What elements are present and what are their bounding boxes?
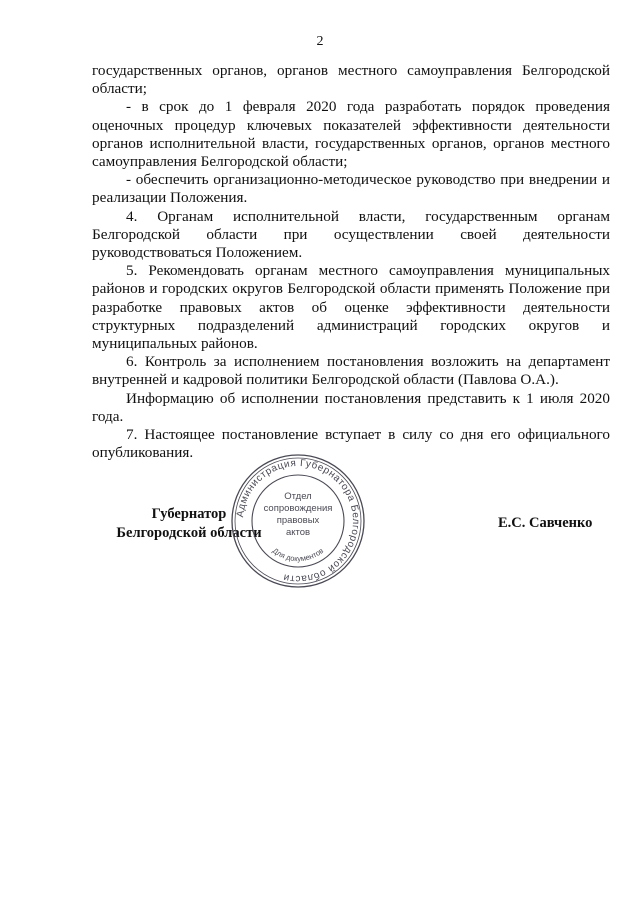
signatory-region: Белгородской области <box>116 525 262 541</box>
paragraph: 7. Настоящее постановление вступает в силу со дня его официального опубликования. <box>92 426 610 462</box>
paragraph: государственных органов, органов местного самоуправления Белгородской области; <box>92 62 610 98</box>
page-number: 2 <box>316 34 324 49</box>
paragraph: 6. Контроль за исполнением постановления возложить на департамент внутренней и кадровой политики Белгородской области (Павлова О.А.). <box>92 353 610 389</box>
signatory-name: Е.С. Савченко <box>498 515 593 531</box>
signatory-title: Губернатор <box>151 506 227 522</box>
stamp-ring-text: Администрация Губернатора Белгородской области <box>235 457 362 585</box>
official-stamp <box>229 452 367 590</box>
paragraph: Информацию об исполнении постановления представить к 1 июля 2020 года. <box>92 389 610 425</box>
stamp-inner-line: Отдел <box>284 491 312 502</box>
stamp-inner-line: актов <box>285 527 311 538</box>
paragraph: - в срок до 1 февраля 2020 года разработать порядок проведения оценочных процедур ключевых показателей эффективности деятельности органов исполнительной власти, государственных органов, органов местного самоуправления Белгородской области; <box>92 98 610 171</box>
paragraph: - обеспечить организационно-методическое руководство при внедрении и реализации Положения. <box>92 171 610 207</box>
paragraph: 4. Органам исполнительной власти, государственным органам Белгородской области при осуществлении своей деятельности руководствоваться Положением. <box>92 207 610 262</box>
document-body <box>92 62 610 462</box>
paragraph: 5. Рекомендовать органам местного самоуправления муниципальных районов и городских округов Белгородской области применять Положение при разработке правовых актов об оценке эффективности деятельности структурных подразделений администраций городских округов и муниципальных районов. <box>92 262 610 353</box>
stamp-inner-line: правовых <box>276 515 320 526</box>
stamp-bottom-text: Для документов <box>270 546 326 564</box>
stamp-inner-line: сопровождения <box>263 503 333 514</box>
